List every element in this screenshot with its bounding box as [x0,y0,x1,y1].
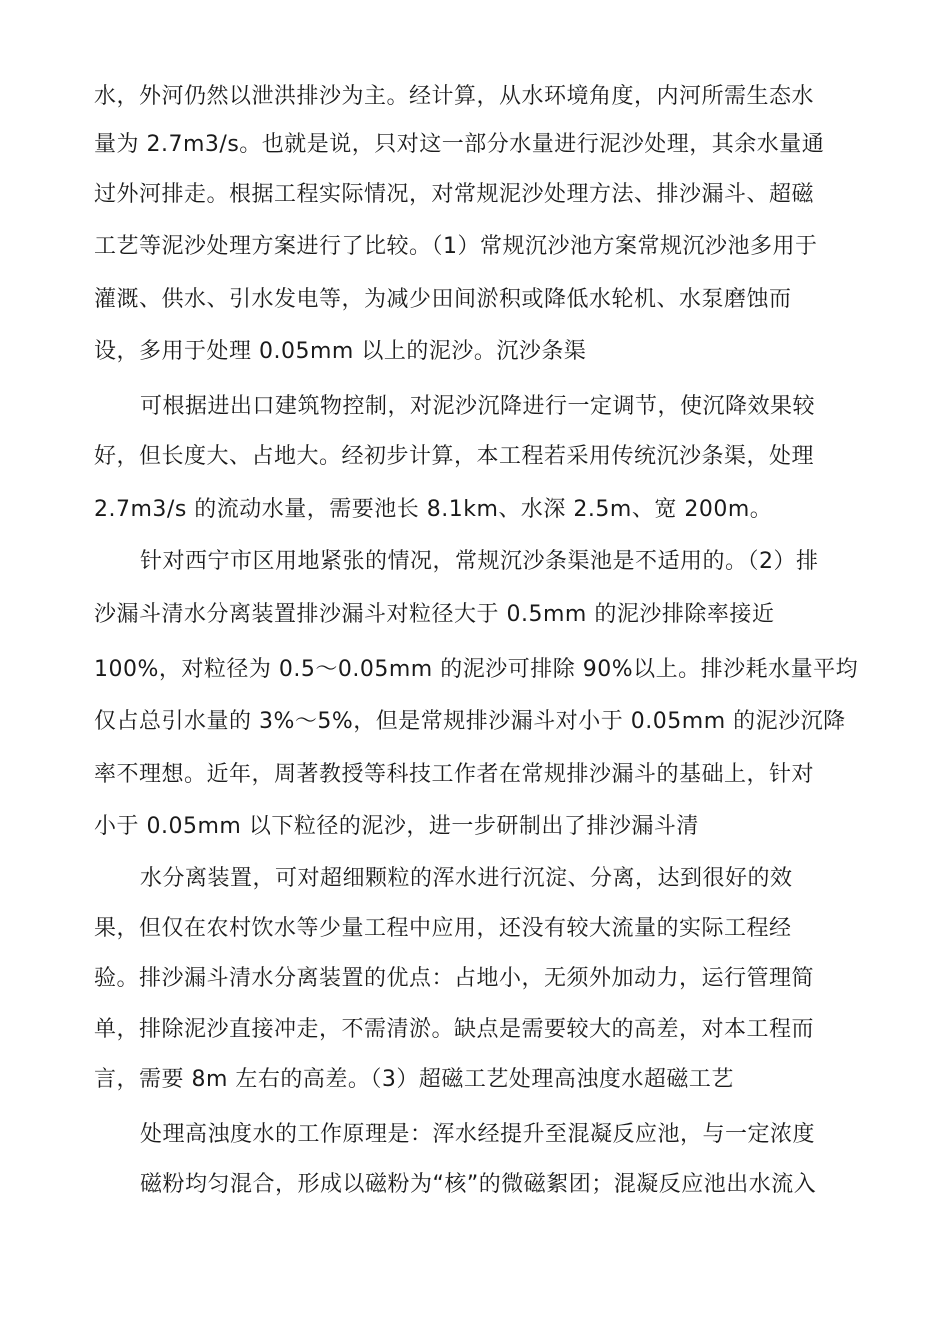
text-line: 沙漏斗清水分离装置排沙漏斗对粒径大于 0.5mm 的泥沙排除率接近 [94,602,775,627]
text-line: 可根据进出口建筑物控制，对泥沙沉降进行一定调节，使沉降效果较 [140,394,816,419]
text-line: 率不理想。近年，周著教授等科技工作者在常规排沙漏斗的基础上，针对 [94,762,815,787]
text-line: 水分离装置，可对超细颗粒的浑水进行沉淀、分离，达到很好的效 [140,866,793,891]
text-line: 果，但仅在农村饮水等少量工程中应用，还没有较大流量的实际工程经 [94,916,792,941]
text-line: 小于 0.05mm 以下粒径的泥沙，进一步研制出了排沙漏斗清 [94,814,699,839]
text-line: 量为 2.7m3/s。也就是说，只对这一部分水量进行泥沙处理，其余水量通 [94,132,825,157]
text-line: 灌溉、供水、引水发电等，为减少田间淤积或降低水轮机、水泵磨蚀而 [94,287,792,312]
text-line: 磁粉均匀混合，形成以磁粉为“核”的微磁絮团；混凝反应池出水流入 [140,1172,817,1197]
text-line: 言，需要 8m 左右的高差。（3）超磁工艺处理高浊度水超磁工艺 [94,1067,734,1092]
text-line: 针对西宁市区用地紧张的情况，常规沉沙条渠池是不适用的。（2）排 [140,549,819,574]
text-line: 过外河排走。根据工程实际情况，对常规泥沙处理方法、排沙漏斗、超磁 [94,182,815,207]
text-line: 仅占总引水量的 3%～5%，但是常规排沙漏斗对小于 0.05mm 的泥沙沉降 [94,709,846,734]
text-line: 水，外河仍然以泄洪排沙为主。经计算，从水环境角度，内河所需生态水 [94,84,815,109]
text-line: 2.7m3/s 的流动水量，需要池长 8.1km、水深 2.5m、宽 200m。 [94,497,773,522]
text-line: 工艺等泥沙处理方案进行了比较。（1）常规沉沙池方案常规沉沙池多用于 [94,234,818,259]
text-line: 处理高浊度水的工作原理是：浑水经提升至混凝反应池，与一定浓度 [140,1122,816,1147]
text-line: 100%，对粒径为 0.5～0.05mm 的泥沙可排除 90%以上。排沙耗水量平均 [94,657,859,682]
text-line: 好，但长度大、占地大。经初步计算，本工程若采用传统沉沙条渠，处理 [94,444,815,469]
text-line: 单，排除泥沙直接冲走，不需清淤。缺点是需要较大的高差，对本工程而 [94,1017,815,1042]
text-line: 验。排沙漏斗清水分离装置的优点：占地小，无须外加动力，运行管理简 [94,966,815,991]
text-line: 设，多用于处理 0.05mm 以上的泥沙。沉沙条渠 [94,339,587,364]
